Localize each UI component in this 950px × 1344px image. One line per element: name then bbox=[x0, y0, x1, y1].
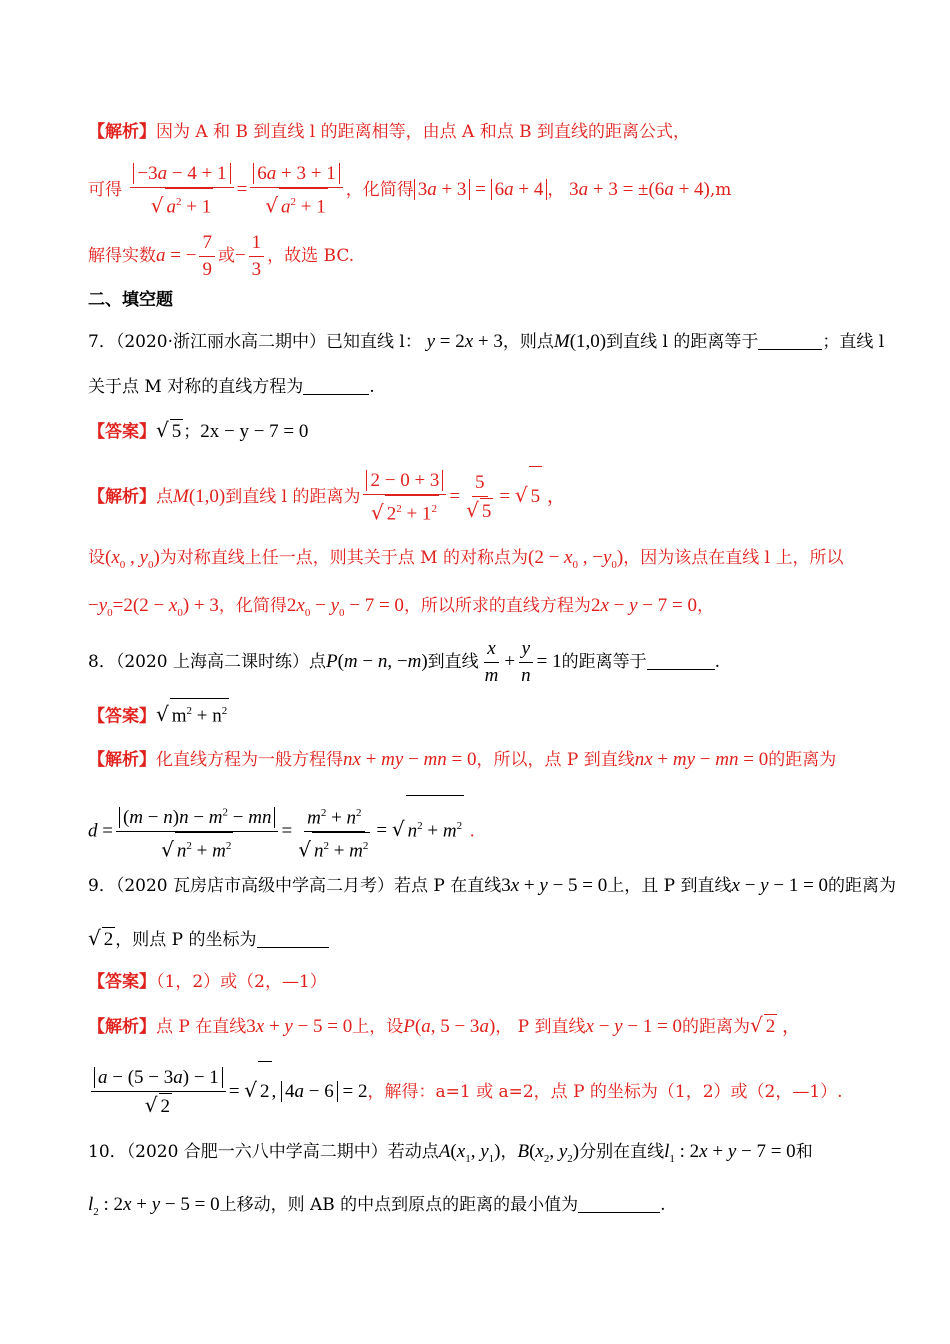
q9-expl1-b: 上，设 bbox=[352, 1017, 404, 1037]
q9-answer-value: （1，2）或（2，—1） bbox=[156, 972, 327, 992]
q7-fraction-5-sqrt5: $\frac{5}{√ 5}$ bbox=[463, 470, 496, 525]
intro-line3-prefix: 解得实数 bbox=[88, 246, 156, 266]
q10-line1-a: 10．（2020 合肥一六八中学高二期中）若动点 bbox=[88, 1142, 439, 1162]
formula-pm: 3a + 3 = ±(6a + 4) bbox=[564, 179, 710, 200]
q8-line1-a: 8．（2020 上海高二课时练）点 bbox=[88, 652, 326, 672]
analysis-label: 【解析】 bbox=[88, 122, 156, 142]
q10-line2: $l_2$ : 2x + y − 5 = 0上移动，则 AB 的中点到原点的距离的最小值为 . bbox=[88, 1194, 666, 1218]
analysis-label: 【解析】 bbox=[88, 487, 156, 507]
q7-blank-2[interactable] bbox=[303, 376, 369, 395]
analysis-label: 【解析】 bbox=[88, 750, 156, 770]
q7-expl3-c: ，所以所求的直线方程为 bbox=[403, 596, 591, 616]
q10-line1-c: 分别在直线 bbox=[579, 1142, 665, 1162]
q9-expl2: $\frac{a - (5 - 3a) - 1}{√ 2}$ = √ 2 , 4a − 6 = 2，解得：a=1 或 a=2，点 P 的坐标为（1，2）或（2，—1）. bbox=[88, 1060, 843, 1120]
q8-expl2: d = $\frac{(m - n)n - m^2 - mn}{√ n^2 + m^2}$ = $\frac{m^2 + n^2}{√ n^2 + m^2}$ = √ $n^2 + m^2$ . bbox=[88, 795, 475, 855]
q8-fraction-y-n: $\frac{y}{n}$ bbox=[518, 636, 534, 689]
q8-line1-b: 到直线 bbox=[427, 652, 479, 672]
q9-line2: √ 2 ，则点 P 的坐标为 bbox=[88, 926, 329, 952]
q8-expl1-a: 化直线方程为一般方程得 bbox=[156, 750, 343, 770]
q9-expl1-e: 的距离为 bbox=[682, 1017, 751, 1037]
q7-expl1: 【解析】点M(1,0)到直线 l 的距离为 $\frac{2 - 0 + 3}{√ 2^2 + 1^2}$ = $\frac{5}{√ 5}$ = √ 5 ， bbox=[88, 465, 566, 525]
analysis-label: 【解析】 bbox=[88, 1017, 156, 1037]
q7-expl3-d: ， bbox=[696, 596, 714, 616]
q8-fraction-x-m: $\frac{x}{m}$ bbox=[484, 638, 499, 686]
q7-expl3-b: ，化简得 bbox=[218, 596, 287, 616]
q9-line2-b: ，则点 P 的坐标为 bbox=[115, 930, 257, 950]
formula-fraction-right: $\frac{6a + 3 + 1}{√ a^2 + 1}$ bbox=[250, 161, 342, 220]
q7-line1-d: ；直线 l bbox=[822, 332, 885, 352]
intro-line2-mid: ，化简得 bbox=[345, 180, 414, 200]
q10-line2-b: 上移动，则 AB 的中点到原点的距离的最小值为 bbox=[219, 1195, 579, 1215]
q10-line1: 10．（2020 合肥一六八中学高二期中）若动点$A(x_1$, $y_1$)，$B(x_2$, $y_2$)分别在直线$l_1$ : 2x + y − 7 = 0和 bbox=[88, 1141, 813, 1165]
q7-line1-c: 到直线 l 的距离等于 bbox=[606, 332, 759, 352]
q8-expl1-c: 的距离为 bbox=[768, 750, 837, 770]
q8-line1-c: 的距离等于 bbox=[561, 652, 647, 672]
q9-line1: 9．（2020 瓦房店市高级中学高二月考）若点 P 在直线3x + y − 5 = 0上，且 P 到直线x − y − 1 = 0的距离为 bbox=[88, 875, 897, 896]
q10-line1-d: 和 bbox=[795, 1142, 813, 1162]
q7-answer bbox=[88, 418, 308, 444]
intro-line2-prefix: 可得 bbox=[88, 180, 122, 200]
q9-expl2-b: ，解得：a=1 或 a=2，点 P 的坐标为（1，2）或（2，—1）. bbox=[367, 1082, 843, 1102]
fraction-1-3: $\frac{1}{3}$ bbox=[249, 230, 265, 283]
q9-distance-fraction: $\frac{a - (5 - 3a) - 1}{√ 2}$ bbox=[91, 1065, 226, 1120]
q7-expl2-c: ，因为该点在直线 l 上，所以 bbox=[623, 548, 844, 568]
q7-line2-text: 关于点 M 对称的直线方程为 bbox=[88, 377, 304, 397]
q9-expl1: 【解析】点 P 在直线3x + y − 5 = 0上，设P(a, 5 − 3a)， P 到直线x − y − 1 = 0的距离为√ 2 ， bbox=[88, 1013, 802, 1037]
intro-analysis-line2: 可得 $\frac{-3a - 4 + 1}{√ a^2 + 1}$ = $\frac{6a + 3 + 1}{√ a^2 + 1}$ ，化简得 3a + 3 = 6a + 4 ， 3a + 3 = ±(6a + 4),m bbox=[88, 160, 731, 220]
q7-expl2: 设($x_0$ , $y_0$)为对称直线上任一点，则其关于点 M 的对称点为($2 - x_0$ , $-y_0$)，因为该点在直线 l 上，所以 bbox=[88, 547, 844, 571]
q9-line1-a: 9．（2020 瓦房店市高级中学高二月考）若点 P 在直线 bbox=[88, 876, 502, 896]
intro-line3-suffix: ，故选 BC. bbox=[267, 246, 355, 266]
answer-label: 【答案】 bbox=[88, 706, 156, 727]
q8-line1: 8．（2020 上海高二课时练）点P(m − n, −m)到直线 $\frac{x}{m}$ + $\frac{y}{n}$ = 1的距离等于 . bbox=[88, 636, 720, 686]
intro-line2-suffix: ,m bbox=[709, 180, 732, 200]
answer-label: 【答案】 bbox=[88, 972, 156, 992]
q9-expl1-c: ， bbox=[495, 1017, 513, 1037]
q7-answer-sep: ； bbox=[183, 422, 201, 442]
q8-fraction-2: $\frac{m^2 + n^2}{√ n^2 + m^2}$ bbox=[295, 800, 373, 865]
q8-expl1-b: ，所以，点 P 到直线 bbox=[476, 750, 635, 770]
q10-blank[interactable] bbox=[578, 1194, 660, 1213]
q8-answer bbox=[88, 698, 229, 728]
answer-label: 【答案】 bbox=[88, 422, 156, 442]
q7-line1-b: ，则点 bbox=[502, 332, 554, 352]
section-title: 二、填空题 bbox=[88, 290, 173, 310]
q8-expl1: 【解析】化直线方程为一般方程得nx + my − mn = 0，所以，点 P 到直线nx + my − mn = 0的距离为 bbox=[88, 749, 837, 770]
q10-line1-b: ， bbox=[500, 1142, 518, 1162]
intro-line3-mid: 或 bbox=[217, 246, 235, 266]
q8-distance-fraction: $\frac{(m - n)n - m^2 - mn}{√ n^2 + m^2}$ bbox=[116, 800, 279, 865]
q7-expl3: $-y_0=2(2 - x_0) + 3$，化简得$2x_0 - y_0 - 7 = 0$，所以所求的直线方程为2x − y − 7 = 0， bbox=[88, 595, 714, 619]
q9-expl1-d: P 到直线 bbox=[517, 1017, 586, 1037]
formula-fraction-left: $\frac{-3a - 4 + 1}{√ a^2 + 1}$ bbox=[130, 161, 233, 220]
q7-line1: 7．（2020·浙江丽水高二期中）已知直线 l： y = 2x + 3，则点M(1,0)到直线 l 的距离等于 ；直线 l bbox=[88, 331, 885, 352]
intro-analysis-line1 bbox=[88, 120, 690, 144]
q7-expl1-b: 到直线 l 的距离为 bbox=[225, 487, 361, 507]
q7-distance-fraction: $\frac{2 - 0 + 3}{√ 2^2 + 1^2}$ bbox=[363, 468, 446, 527]
q7-answer-b: 2x − y − 7 = 0 bbox=[200, 421, 309, 442]
q7-expl2-a: 设 bbox=[88, 548, 105, 568]
q7-expl2-b: 为对称直线上任一点，则其关于点 M 的对称点为 bbox=[159, 548, 528, 568]
q8-blank[interactable] bbox=[647, 651, 715, 670]
intro-analysis-line3: 解得实数a = − $\frac{7}{9}$ 或− $\frac{1}{3}$ ，故选 BC. bbox=[88, 228, 354, 284]
intro-line1-text: 因为 A 和 B 到直线 l 的距离相等，由点 A 和点 B 到直线的距离公式， bbox=[156, 122, 691, 142]
formula-abs-eq: 3a + 3 = 6a + 4 bbox=[414, 179, 548, 200]
q7-blank-1[interactable] bbox=[758, 331, 822, 350]
q7-line1-a: 7．（2020·浙江丽水高二期中）已知直线 l： bbox=[88, 332, 422, 352]
q9-line1-c: 的距离为 bbox=[828, 876, 897, 896]
q9-line1-b: 上，且 P 到直线 bbox=[607, 876, 732, 896]
q9-answer bbox=[88, 970, 327, 994]
q7-expl1-a: 点 bbox=[156, 487, 173, 507]
q9-blank[interactable] bbox=[257, 929, 329, 948]
q8-answer-value: √ $m^2 + n^2$ bbox=[156, 705, 229, 726]
q7-answer-sqrt5: √ 5 bbox=[156, 418, 182, 442]
q7-line2: 关于点 M 对称的直线方程为 . bbox=[88, 377, 375, 397]
fraction-7-9: $\frac{7}{9}$ bbox=[199, 230, 215, 283]
q9-expl1-a: 点 P 在直线 bbox=[156, 1017, 247, 1037]
